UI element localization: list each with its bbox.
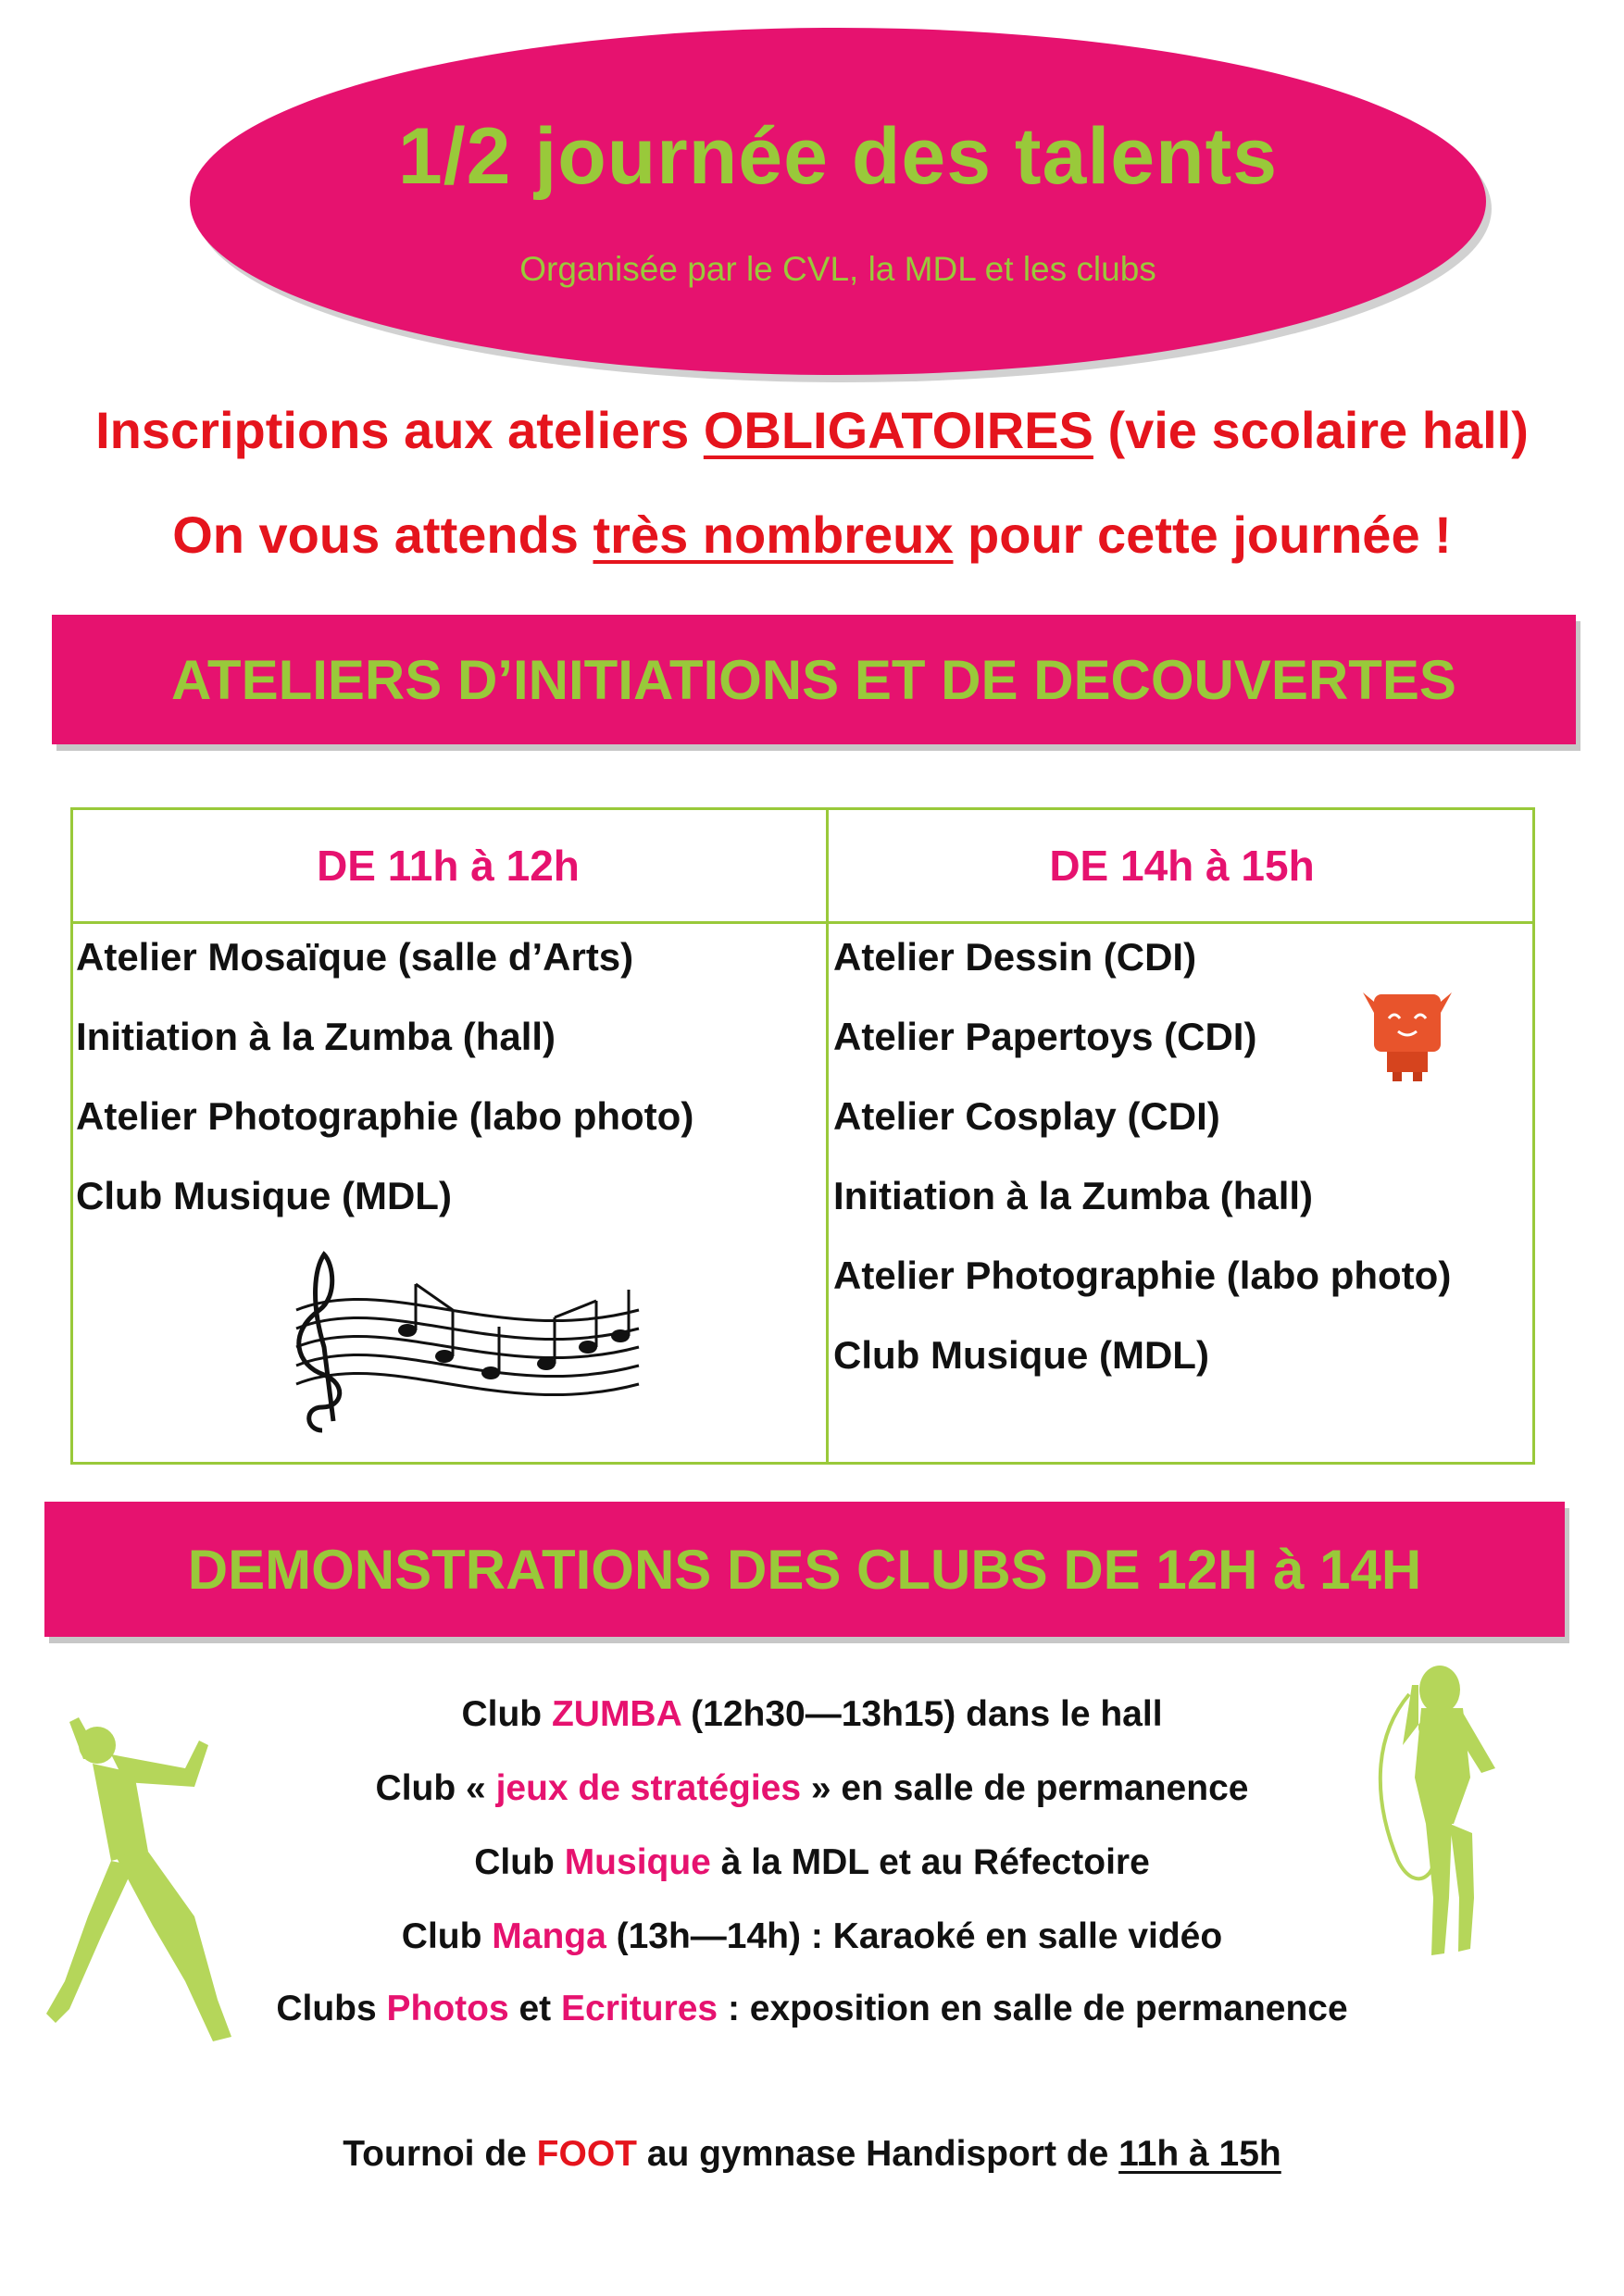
list-item: Initiation à la Zumba (hall)	[833, 1174, 1314, 1217]
list-item: Atelier Mosaïque (salle d’Arts)	[76, 935, 634, 979]
demo-text: Club	[474, 1842, 565, 1882]
demo-zumba	[0, 1694, 1624, 1735]
demo-highlight: Musique	[564, 1842, 711, 1882]
table-row-divider	[70, 921, 1535, 924]
demo-highlight: Manga	[492, 1916, 606, 1956]
list-item: Atelier Cosplay (CDI)	[833, 1094, 1220, 1138]
page-subtitle: Organisée par le CVL, la MDL et les clubs	[519, 250, 1156, 288]
demo-text: au gymnase Handisport de	[637, 2134, 1119, 2174]
list-item: Club Musique (MDL)	[76, 1174, 452, 1217]
list-item: Atelier Photographie (labo photo)	[76, 1094, 694, 1138]
demo-text: » en salle de permanence	[801, 1768, 1249, 1808]
afternoon-heading: DE 14h à 15h	[1049, 842, 1315, 890]
notice-text: Inscriptions aux ateliers	[95, 401, 704, 459]
demo-jeux	[0, 1768, 1624, 1809]
list-item: Atelier Papertoys (CDI)	[833, 1015, 1257, 1058]
list-item: Atelier Dessin (CDI)	[833, 935, 1197, 979]
demo-highlight: ZUMBA	[551, 1694, 681, 1734]
ateliers-banner	[52, 615, 1576, 744]
demo-foot	[0, 2134, 1624, 2175]
demonstrations-banner-text: DEMONSTRATIONS DES CLUBS DE 12H à 14H	[187, 1538, 1422, 1601]
demo-text: à la MDL et au Réfectoire	[710, 1842, 1150, 1882]
notice-text: On vous attends	[172, 505, 593, 564]
demo-text: (13h—14h) : Karaoké en salle vidéo	[606, 1916, 1223, 1956]
papertoy-icon	[1361, 981, 1454, 1083]
list-item: Initiation à la Zumba (hall)	[76, 1015, 556, 1058]
demo-text: Club «	[375, 1768, 496, 1808]
notice-text: pour cette journée !	[953, 505, 1452, 564]
demo-text: Club	[461, 1694, 552, 1734]
demo-text: Clubs	[276, 1989, 387, 2028]
demo-musique	[0, 1842, 1624, 1883]
demo-highlight: FOOT	[536, 2134, 637, 2174]
demo-text: (12h30—13h15) dans le hall	[681, 1694, 1163, 1734]
demo-photos	[0, 1989, 1624, 2029]
demonstrations-banner	[44, 1502, 1565, 1637]
ateliers-banner-text: ATELIERS D’INITIATIONS ET DE DECOUVERTES	[171, 648, 1456, 711]
demo-highlight: Photos	[386, 1989, 509, 2028]
registration-notice	[0, 400, 1624, 460]
notice-emphasis: OBLIGATOIRES	[703, 401, 1093, 459]
demo-highlight: jeux de stratégies	[495, 1768, 802, 1808]
demo-text: : exposition en salle de permanence	[718, 1989, 1348, 2028]
list-item: Atelier Photographie (labo photo)	[833, 1254, 1452, 1297]
demo-highlight: Ecritures	[561, 1989, 718, 2028]
music-notes-icon	[269, 1245, 657, 1449]
page-title: 1/2 journée des talents	[397, 112, 1279, 201]
invitation-notice	[0, 505, 1624, 565]
list-item: Club Musique (MDL)	[833, 1333, 1209, 1377]
table-column-divider	[826, 807, 829, 1465]
demo-text: Club	[401, 1916, 493, 1956]
demo-text: et	[508, 1989, 562, 2028]
demo-time: 11h à 15h	[1118, 2134, 1281, 2174]
notice-emphasis: très nombreux	[593, 505, 954, 564]
notice-text: (vie scolaire hall)	[1093, 401, 1529, 459]
demo-text: Tournoi de	[343, 2134, 537, 2174]
demo-manga	[0, 1916, 1624, 1957]
morning-heading: DE 11h à 12h	[317, 842, 580, 890]
